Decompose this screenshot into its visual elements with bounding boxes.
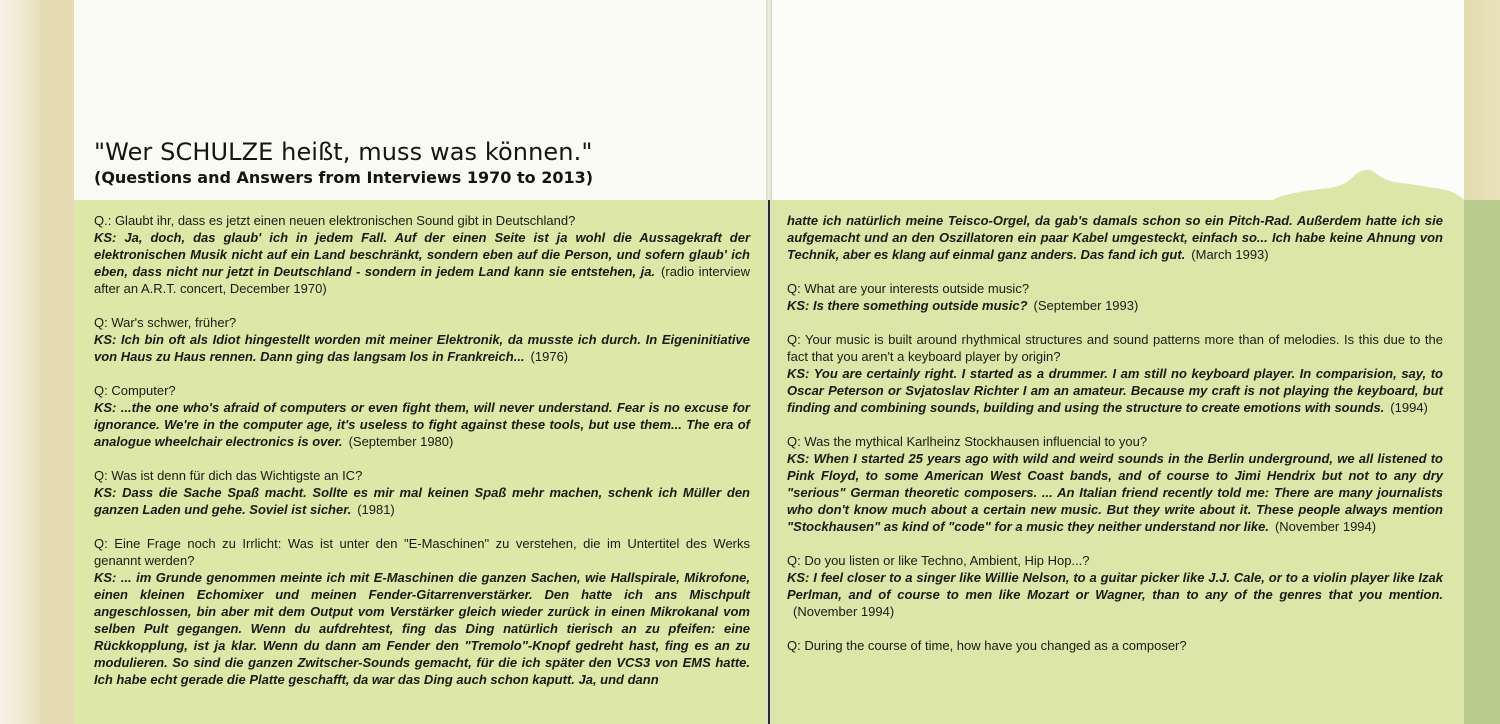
question-text: Q: Was ist denn für dich das Wichtigste an IC? xyxy=(94,468,363,483)
answer-text: KS: When I started 25 years ago with wild and weird sounds in the Berlin underground, we all listened to Pink Floyd, to some American West Coast bands, and of course to Jimi Hendrix but not to any dry "serious" German theoretic composers. ... An Italian friend recently told me: There are many journalists who don't know much about a certain new music. But they write about it. These people always mention "Stockhausen" as kind of "code" for a music they neither understand nor like. xyxy=(787,451,1443,534)
citation-text: (September 1980) xyxy=(348,434,454,449)
question-text: Q: Your music is built around rhythmical structures and sound patterns more than of melodies. Is this due to the fact that you aren't a keyboard player by origin? xyxy=(787,332,1443,364)
answer-text: KS: Dass die Sache Spaß macht. Sollte es mir mal keinen Spaß mehr machen, schenk ich Müller den ganzen Laden und gehe. Soviel ist sicher. xyxy=(94,485,750,517)
citation-text: (1981) xyxy=(357,502,395,517)
question-text: Q: Do you listen or like Techno, Ambient, Hip Hop...? xyxy=(787,553,1090,568)
qa-block xyxy=(787,433,1443,535)
citation-text: (1976) xyxy=(530,349,569,364)
answer-text: KS: ...the one who's afraid of computers or even fight them, will never understand. Fear is no excuse for ignorance. We're in the computer age, it's useless to fight against these tools, but use them... The era of analogue wheelchair electronics is over. xyxy=(94,400,750,449)
page-edge-left xyxy=(0,0,40,724)
question-text: Q: During the course of time, how have you changed as a composer? xyxy=(787,638,1187,653)
question-text: Q: Was the mythical Karlheinz Stockhausen influencial to you? xyxy=(787,434,1148,449)
qa-block xyxy=(94,212,750,297)
question-text: Q: War's schwer, früher? xyxy=(94,315,237,330)
question-text: Q: Computer? xyxy=(94,383,176,398)
right-text-column xyxy=(787,212,1443,671)
answer-text: KS: Ja, doch, das glaub' ich in jedem Fall. Auf der einen Seite ist ja wohl die Aussagekraft der elektronischen Musik nicht auf ein Land beschränkt, sondern eben auf die Person, und sofern glaub' ich eben, dass nicht nur jetzt in Deutschland - sondern in jedem Land kann sie entstehen, ja. xyxy=(94,230,750,279)
page-title: "Wer SCHULZE heißt, muss was können." xyxy=(94,138,593,166)
answer-text: KS: I feel closer to a singer like Willie Nelson, to a guitar picker like J.J. Cale, or to a violin player like Izak Perlman, and of course to men like Mozart or Wagner, than to any of the genres that you mention. xyxy=(787,570,1443,602)
qa-block xyxy=(787,552,1443,620)
citation-text: (March 1993) xyxy=(1191,247,1269,262)
qa-block xyxy=(787,637,1443,654)
qa-block xyxy=(94,535,750,688)
citation-text: (radio interview after an A.R.T. concert, December 1970) xyxy=(94,264,750,296)
question-text: Q: Eine Frage noch zu Irrlicht: Was ist unter den "E-Maschinen" zu verstehen, die im Untertitel des Werks genannt werden? xyxy=(94,536,750,568)
page-edge-right-green xyxy=(1464,200,1500,724)
citation-text: (September 1993) xyxy=(1033,298,1139,313)
qa-block xyxy=(94,467,750,518)
answer-text: KS: Ich bin oft als Idiot hingestellt worden mit meiner Elektronik, da musste ich durch. In Eigeninitiative von Haus zu Haus rennen. Dann ging das langsam los in Frankreich... xyxy=(94,332,750,364)
answer-text: KS: ... im Grunde genommen meinte ich mit E-Maschinen die ganzen Sachen, wie Hallspirale, Mikrofone, einen kleinen Echomixer und meinen Fender-Gitarrenverstärker. Den hatte ich ans Mischpult angeschlossen, bin aber mit dem Output vom Verstärker gleich wieder zurück in einen Mikrokanal vom selben Pult gegangen. Wenn du aufdrehtest, fing das Ding natürlich tierisch an zu pfeifen: eine Rückkopplung, ist ja klar. Wenn du dann am Fender den "Tremolo"-Knopf gedreht hast, fing es an zu modulieren. So sind die ganzen Zwitscher-Sounds gemacht, für die ich später den VCS3 von EMS hatte. Ich habe echt gerade die Platte geschafft, da war das Ding auch schon kaputt. Ja, und dann xyxy=(94,570,750,687)
page-edge-tan-strip xyxy=(40,0,74,724)
page-subtitle: (Questions and Answers from Interviews 1970 to 2013) xyxy=(94,168,594,187)
qa-block xyxy=(94,382,750,450)
qa-block xyxy=(787,331,1443,416)
answer-text: KS: Is there something outside music? xyxy=(787,298,1028,313)
question-text: Q.: Glaubt ihr, dass es jetzt einen neuen elektronischen Sound gibt in Deutschland? xyxy=(94,213,576,228)
qa-block xyxy=(787,280,1443,314)
citation-text: (November 1994) xyxy=(1274,519,1377,534)
question-text: Q: What are your interests outside music? xyxy=(787,281,1030,296)
answer-text: KS: You are certainly right. I started as a drummer. I am still no keyboard player. In comparision, say, to Oscar Peterson or Svjatoslav Richter I am an amateur. Because my craft is not playing the keyboard, but finding and combining sounds, building and using the structure to create emotions with sounds. xyxy=(787,366,1443,415)
qa-block xyxy=(94,314,750,365)
citation-text: (November 1994) xyxy=(793,604,895,619)
book-gutter-line xyxy=(768,200,770,724)
qa-block xyxy=(787,212,1443,263)
left-text-column xyxy=(94,212,750,705)
hill-silhouette-illustration xyxy=(1270,160,1464,204)
citation-text: (1994) xyxy=(1390,400,1428,415)
answer-text: hatte ich natürlich meine Teisco-Orgel, da gab's damals schon so ein Pitch-Rad. Außerdem hatte ich sie aufgemacht und an den Oszillatoren ein paar Kabel umgesteckt, einfach so... Ich habe keine Ahnung von Technik, aber es klang auf einmal ganz anders. Das fand ich gut. xyxy=(787,213,1443,262)
